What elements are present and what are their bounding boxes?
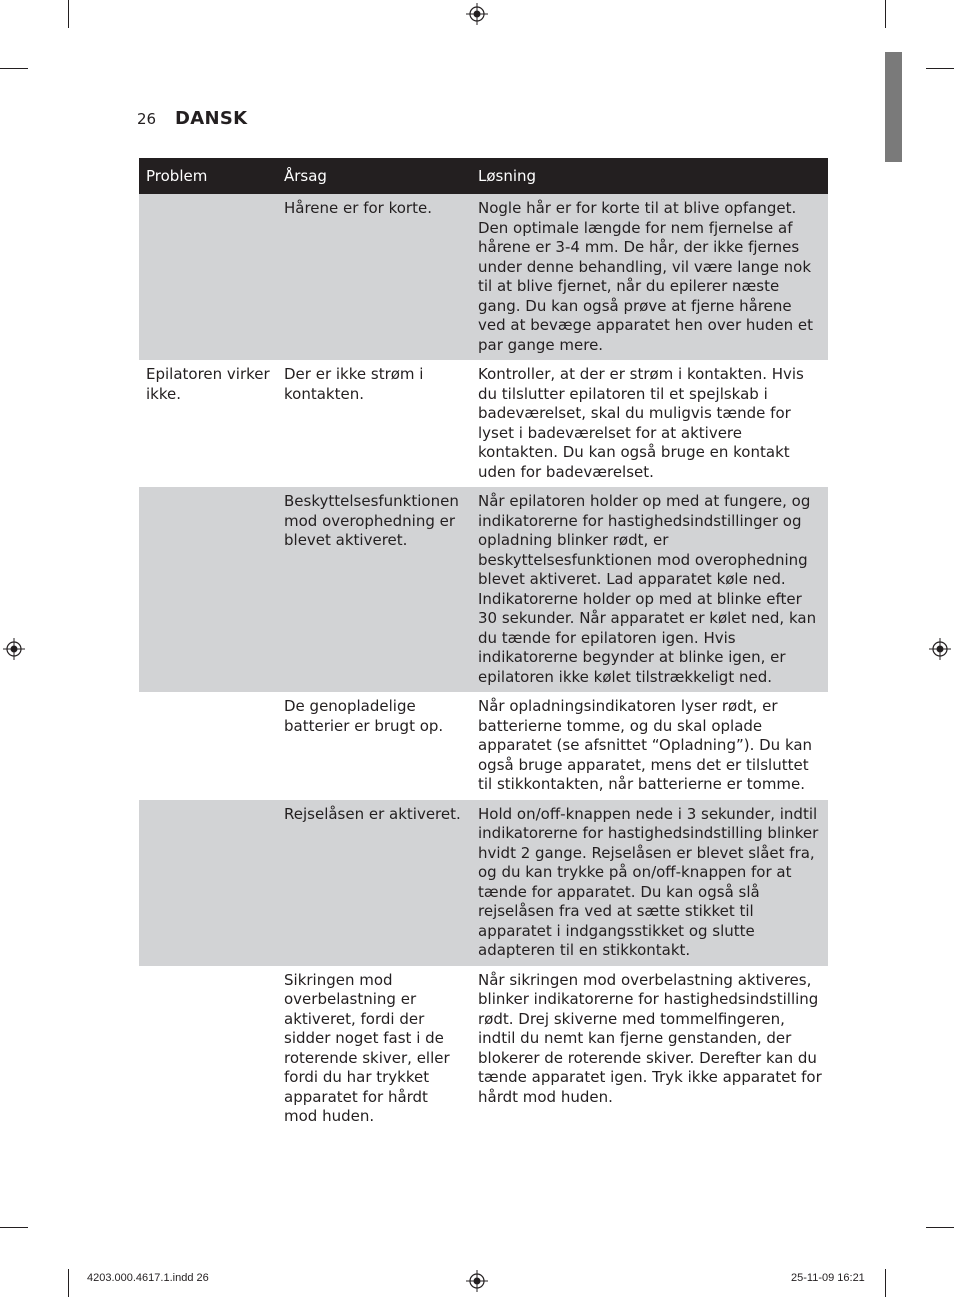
solution-cell: Kontroller, at der er strøm i kontakten. Hvis du tilslutter epilatoren til et spejlskab i badeværelset, skal du muligvis tænde for lyset i badeværelset for at aktivere kontakten. Du kan også bruge en kontakt uden for badeværelset. xyxy=(478,365,804,481)
table-row xyxy=(139,194,828,360)
footer-date: 25-11-09 16:21 xyxy=(791,1272,865,1284)
cause-cell: De genopladelige batterier er brugt op. xyxy=(284,697,444,735)
table-row xyxy=(139,487,828,692)
section-tab xyxy=(885,52,902,162)
registration-mark-icon xyxy=(3,638,25,660)
page-number: 26 xyxy=(137,110,157,128)
cause-cell: Sikringen mod overbelastning er aktiveret, fordi der sidder noget fast i de roterende skiver, eller fordi du har trykket apparatet for hårdt mod huden. xyxy=(284,970,450,1125)
table-row xyxy=(139,966,828,1132)
crop-mark xyxy=(885,0,886,28)
crop-mark xyxy=(68,1269,69,1297)
footer-file-info: 4203.000.4617.1.indd 26 xyxy=(87,1272,209,1284)
column-header-cause: Årsag xyxy=(284,167,327,185)
cause-cell: Rejselåsen er aktiveret. xyxy=(284,804,461,823)
table-row xyxy=(139,692,828,800)
problem-cell: Epilatoren virker ikke. xyxy=(146,365,270,403)
solution-cell: Hold on/off-knappen nede i 3 sekunder, indtil indikatorerne for hastighedsindstilling blinker hvidt 2 gange. Rejselåsen er blevet slået fra, og du kan trykke på on/off-knappen for at tænde for apparatet. Du kan også slå rejselåsen fra ved at sætte stikket til apparatet i indgangsstikket og slutte adapteren til en stikkontakt. xyxy=(478,804,819,959)
registration-mark-icon xyxy=(466,3,488,25)
registration-mark-icon xyxy=(466,1270,488,1292)
problem-cell xyxy=(139,487,277,692)
problem-cell xyxy=(139,194,277,360)
crop-mark xyxy=(0,1227,28,1228)
column-header-solution: Løsning xyxy=(478,167,537,185)
table-row xyxy=(139,360,828,487)
solution-cell: Nogle hår er for korte til at blive opfanget. Den optimale længde for nem fjernelse af hårene er 3-4 mm. De hår, der ikke fjernes under denne behandling, vil være lange nok til at blive fjernet, når du epilerer næste gang. Du kan også prøve at fjerne hårene ved at bevæge apparatet hen over huden et par gange mere. xyxy=(478,199,814,354)
crop-mark xyxy=(926,68,954,69)
crop-mark xyxy=(926,1227,954,1228)
problem-cell xyxy=(139,800,277,966)
crop-mark xyxy=(68,0,69,28)
troubleshooting-table xyxy=(139,158,828,1132)
problem-cell xyxy=(139,692,277,800)
problem-cell xyxy=(139,966,277,1132)
cause-cell: Der er ikke strøm i kontakten. xyxy=(284,365,424,403)
table-row xyxy=(139,800,828,966)
cause-cell: Beskyttelsesfunktionen mod overophedning er blevet aktiveret. xyxy=(284,492,459,549)
registration-mark-icon xyxy=(929,638,951,660)
solution-cell: Når opladningsindikatoren lyser rødt, er batterierne tomme, og du skal oplade apparatet (se afsnittet “Opladning”). Du kan også bruge apparatet, mens det er tilsluttet til stikkontakten, når batterierne er tomme. xyxy=(478,697,813,793)
crop-mark xyxy=(0,68,28,69)
crop-mark xyxy=(885,1269,886,1297)
cause-cell: Hårene er for korte. xyxy=(284,199,432,217)
solution-cell: Når sikringen mod overbelastning aktiveres, blinker indikatorerne for hastighedsindstilling rødt. Drej skiverne med tommelfingeren, indtil du nemt kan fjerne genstanden, der blokerer de roterende skiver. Derefter kan du tænde apparatet igen. Tryk ikke apparatet for hårdt mod huden. xyxy=(478,970,822,1106)
table-header xyxy=(139,158,828,194)
page-header xyxy=(137,108,247,129)
solution-cell: Når epilatoren holder op med at fungere, og indikatorerne for hastighedsindstillinger og opladning blinker rødt, er beskyttelsesfunktionen mod overophedning blevet aktiveret. Lad apparatet køle ned. Indikatorerne holder op med at blinke efter 30 sekunder. Når apparatet er kølet ned, kan du tænde for epilatoren igen. Hvis indikatorerne begynder at blinke igen, er epilatoren ikke kølet tilstrækkeligt ned. xyxy=(478,492,817,686)
language-title: DANSK xyxy=(175,108,248,129)
column-header-problem: Problem xyxy=(146,167,208,185)
